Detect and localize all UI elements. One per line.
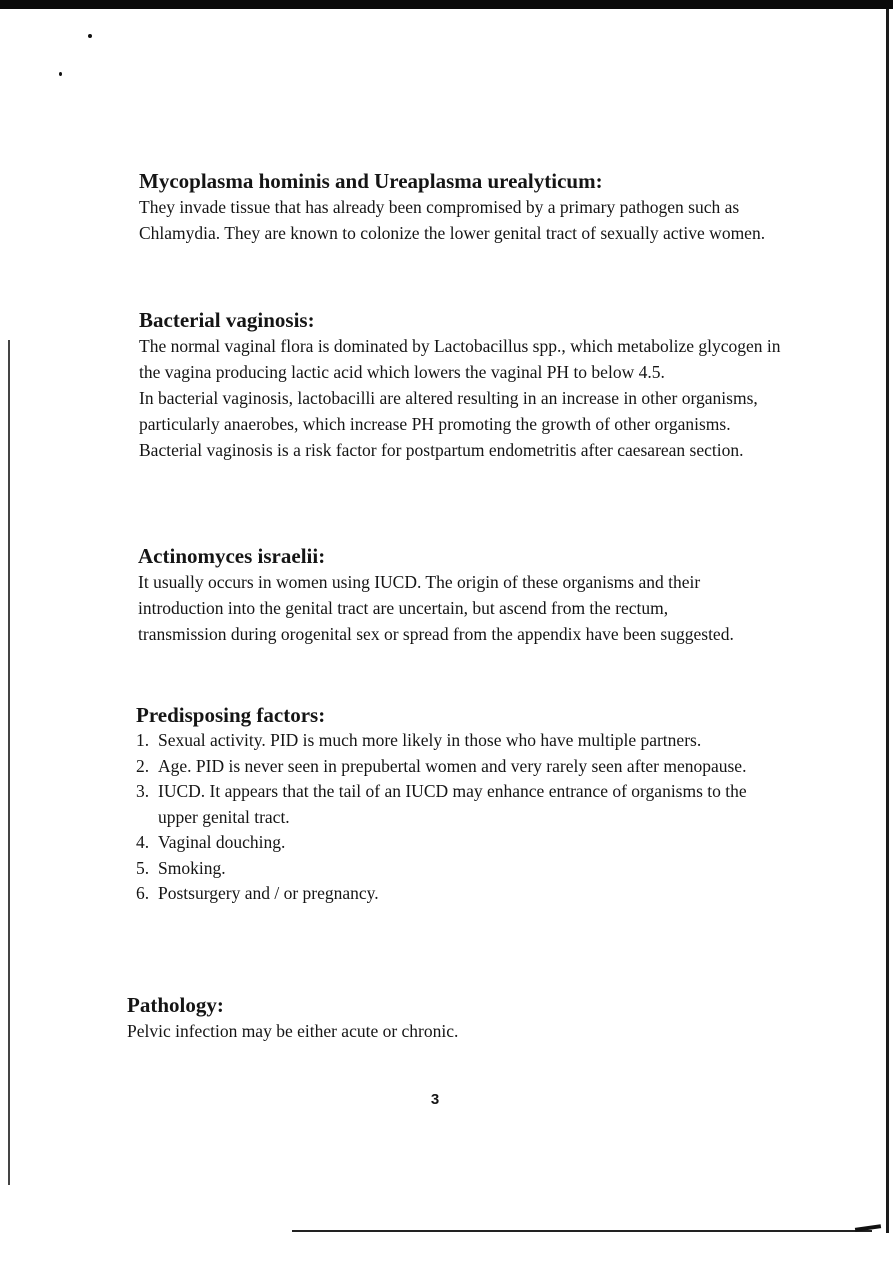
scan-bottom-edge xyxy=(292,1230,872,1232)
page-number: 3 xyxy=(430,1091,440,1108)
list-text: Vaginal douching. xyxy=(158,832,286,852)
list-item xyxy=(136,754,756,780)
list-item xyxy=(136,856,756,882)
scan-speck xyxy=(59,72,62,76)
list-number: 4. xyxy=(136,832,150,852)
list-item xyxy=(136,881,756,907)
list-text: Postsurgery and / or pregnancy. xyxy=(158,883,379,903)
list-text: IUCD. It appears that the tail of an IUCD may enhance entrance of organisms to the upper genital tract. xyxy=(158,781,747,827)
list-text: Smoking. xyxy=(158,857,226,878)
list-number: 3. xyxy=(136,781,150,801)
section-predisposing-factors xyxy=(136,702,756,907)
scan-right-edge xyxy=(886,9,889,1233)
section-paragraph: They invade tissue that has already been compromised by a primary pathogen such as Chlamydia. They are known to colonize the lower genital tract of sexually active women. xyxy=(139,197,766,243)
list-text: Age. PID is never seen in prepubertal women and very rarely seen after menopause. xyxy=(158,755,747,776)
section-actinomyces xyxy=(138,543,758,647)
section-mycoplasma xyxy=(139,168,799,246)
scan-speck xyxy=(88,34,92,38)
scan-top-border xyxy=(0,0,893,9)
section-heading: Actinomyces israelii: xyxy=(138,544,326,568)
list-number: 5. xyxy=(136,857,150,878)
list-number: 1. xyxy=(136,730,150,750)
section-bacterial-vaginosis xyxy=(139,307,789,463)
section-heading: Mycoplasma hominis and Ureaplasma urealyticum: xyxy=(139,169,603,193)
list-text: Sexual activity. PID is much more likely in those who have multiple partners. xyxy=(158,730,702,750)
section-paragraph: In bacterial vaginosis, lactobacilli are altered resulting in an increase in other organisms, particularly anaerobes, which increase PH promoting the growth of other organisms. Bacterial vaginosis is a risk factor for postpartum endometritis after caesarean section. xyxy=(139,388,758,460)
factors-list xyxy=(136,728,756,907)
list-item xyxy=(136,728,756,754)
section-paragraph: It usually occurs in women using IUCD. The origin of these organisms and their introduction into the genital tract are uncertain, but ascend from the rectum, transmission during orogenital sex or spread from the appendix have been suggested. xyxy=(138,572,734,644)
list-item xyxy=(136,830,756,856)
section-heading: Bacterial vaginosis: xyxy=(139,308,315,332)
section-paragraph: The normal vaginal flora is dominated by Lactobacillus spp., which metabolize glycogen in the vagina producing lactic acid which lowers the vaginal PH to below 4.5. xyxy=(139,336,781,382)
section-heading: Predisposing factors: xyxy=(136,703,326,727)
list-item xyxy=(136,779,756,830)
section-paragraph: Pelvic infection may be either acute or chronic. xyxy=(127,1021,459,1041)
scan-left-edge xyxy=(8,340,10,1185)
list-number: 2. xyxy=(136,755,150,776)
section-pathology xyxy=(127,992,787,1044)
section-heading: Pathology: xyxy=(127,993,224,1017)
list-number: 6. xyxy=(136,883,150,903)
